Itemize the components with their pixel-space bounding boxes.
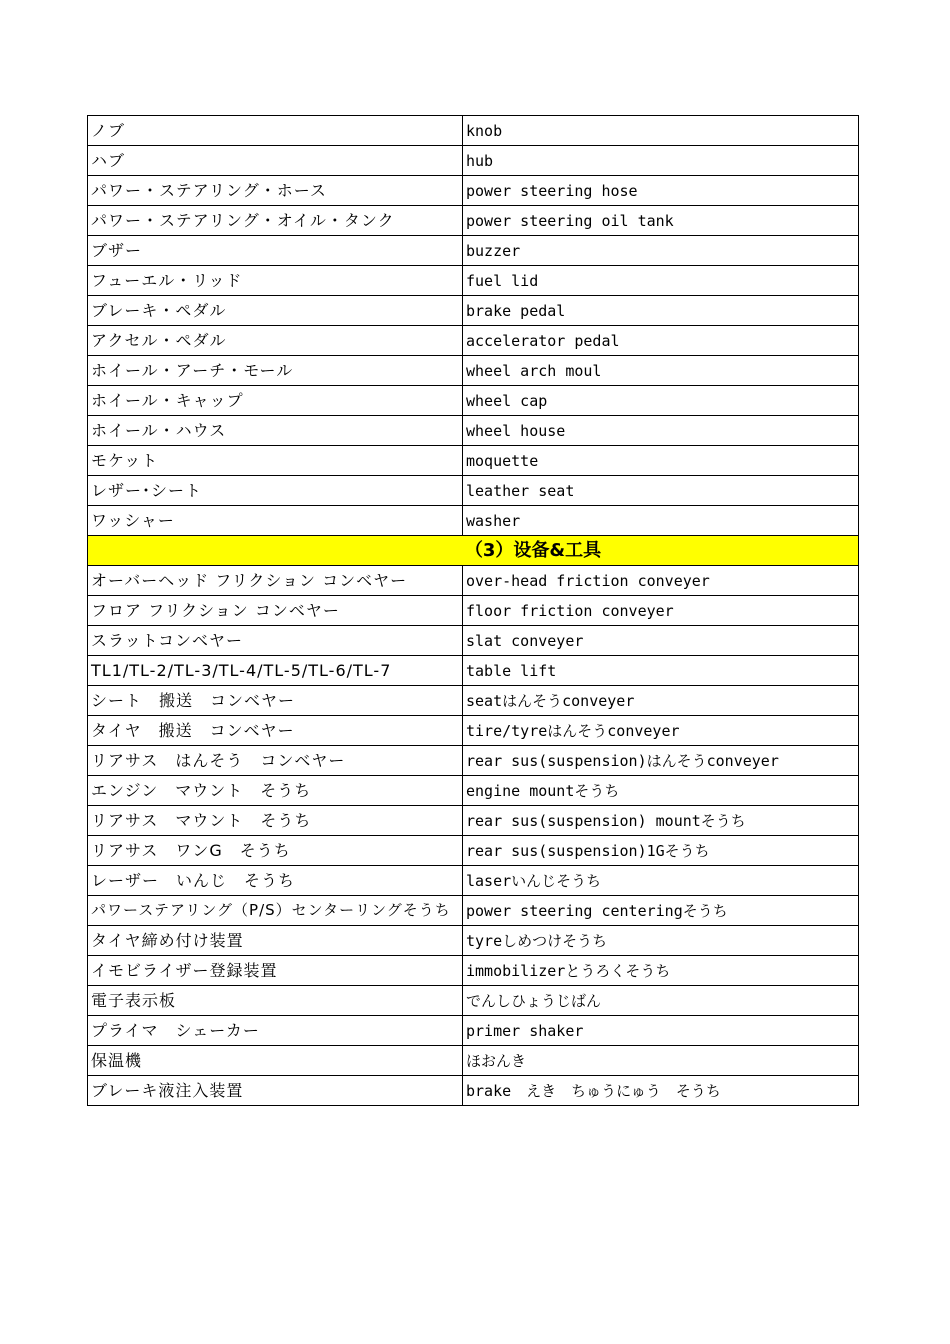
- japanese-term: ノブ: [88, 116, 463, 146]
- english-term: laserいんじそうち: [463, 866, 859, 896]
- english-term: wheel house: [463, 416, 859, 446]
- table-row: [88, 656, 859, 686]
- table-row: [88, 296, 859, 326]
- japanese-term: エンジン マウント そうち: [88, 776, 463, 806]
- english-term: slat conveyer: [463, 626, 859, 656]
- english-term: power steering oil tank: [463, 206, 859, 236]
- english-term: rear sus(suspension) mountそうち: [463, 806, 859, 836]
- table-row: [88, 446, 859, 476]
- japanese-term: タイヤ 搬送 コンベヤー: [88, 716, 463, 746]
- japanese-term: ハブ: [88, 146, 463, 176]
- japanese-term: アクセル・ペダル: [88, 326, 463, 356]
- japanese-term: ブザー: [88, 236, 463, 266]
- english-term: primer shaker: [463, 1016, 859, 1046]
- table-row: [88, 686, 859, 716]
- japanese-term: スラットコンベヤー: [88, 626, 463, 656]
- table-row: [88, 866, 859, 896]
- japanese-term: パワーステアリング（P/S）センターリングそうち: [88, 896, 463, 926]
- table-row: [88, 176, 859, 206]
- english-term: engine mountそうち: [463, 776, 859, 806]
- japanese-term: オーバーヘッド フリクション コンベヤー: [88, 566, 463, 596]
- japanese-term: タイヤ締め付け装置: [88, 926, 463, 956]
- japanese-term: フューエル・リッド: [88, 266, 463, 296]
- japanese-term: シート 搬送 コンベヤー: [88, 686, 463, 716]
- table-row: [88, 206, 859, 236]
- japanese-term: リアサス はんそう コンベヤー: [88, 746, 463, 776]
- english-term: seatはんそうconveyer: [463, 686, 859, 716]
- section-header-row: [88, 536, 859, 566]
- japanese-term: レーザー いんじ そうち: [88, 866, 463, 896]
- english-term: ほおんき: [463, 1046, 859, 1076]
- english-term: でんしひょうじばん: [463, 986, 859, 1016]
- table-row: [88, 716, 859, 746]
- english-term: hub: [463, 146, 859, 176]
- table-row: [88, 416, 859, 446]
- japanese-term: ホイール・ハウス: [88, 416, 463, 446]
- table-row: [88, 1046, 859, 1076]
- japanese-term: TL1/TL-2/TL-3/TL-4/TL-5/TL-6/TL-7: [88, 656, 463, 686]
- english-term: tire/tyreはんそうconveyer: [463, 716, 859, 746]
- japanese-term: レザー･シート: [88, 476, 463, 506]
- japanese-term: パワー・ステアリング・オイル・タンク: [88, 206, 463, 236]
- table-row: [88, 146, 859, 176]
- table-row: [88, 836, 859, 866]
- english-term: rear sus(suspension)はんそうconveyer: [463, 746, 859, 776]
- english-term: rear sus(suspension)1Gそうち: [463, 836, 859, 866]
- japanese-term: ブレーキ液注入装置: [88, 1076, 463, 1106]
- english-term: buzzer: [463, 236, 859, 266]
- table-row: [88, 566, 859, 596]
- english-term: moquette: [463, 446, 859, 476]
- english-term: power steering centeringそうち: [463, 896, 859, 926]
- table-row: [88, 506, 859, 536]
- table-row: [88, 356, 859, 386]
- table-row: [88, 896, 859, 926]
- table-row: [88, 236, 859, 266]
- table-row: [88, 1076, 859, 1106]
- english-term: accelerator pedal: [463, 326, 859, 356]
- table-row: [88, 116, 859, 146]
- english-term: power steering hose: [463, 176, 859, 206]
- table-row: [88, 1016, 859, 1046]
- table-row: [88, 476, 859, 506]
- japanese-term: リアサス マウント そうち: [88, 806, 463, 836]
- english-term: immobilizerとうろくそうち: [463, 956, 859, 986]
- japanese-term: ブレーキ・ペダル: [88, 296, 463, 326]
- japanese-term: ホイール・アーチ・モール: [88, 356, 463, 386]
- english-term: brake pedal: [463, 296, 859, 326]
- japanese-term: リアサス ワンG そうち: [88, 836, 463, 866]
- english-term: fuel lid: [463, 266, 859, 296]
- vocabulary-table: [87, 115, 859, 1106]
- table-row: [88, 776, 859, 806]
- japanese-term: パワー・ステアリング・ホース: [88, 176, 463, 206]
- table-row: [88, 386, 859, 416]
- japanese-term: プライマ シェーカー: [88, 1016, 463, 1046]
- japanese-term: ワッシャー: [88, 506, 463, 536]
- english-term: wheel arch moul: [463, 356, 859, 386]
- english-term: wheel cap: [463, 386, 859, 416]
- english-term: over-head friction conveyer: [463, 566, 859, 596]
- table-row: [88, 986, 859, 1016]
- japanese-term: ホイール・キャップ: [88, 386, 463, 416]
- table-row: [88, 266, 859, 296]
- english-term: knob: [463, 116, 859, 146]
- english-term: leather seat: [463, 476, 859, 506]
- table-row: [88, 626, 859, 656]
- table-row: [88, 746, 859, 776]
- english-term: table lift: [463, 656, 859, 686]
- english-term: tyreしめつけそうち: [463, 926, 859, 956]
- english-term: floor friction conveyer: [463, 596, 859, 626]
- english-term: washer: [463, 506, 859, 536]
- japanese-term: モケット: [88, 446, 463, 476]
- table-body: [88, 116, 859, 1106]
- table-row: [88, 326, 859, 356]
- table-row: [88, 596, 859, 626]
- section-header: （3）设备&工具: [88, 536, 859, 566]
- japanese-term: フロア フリクション コンベヤー: [88, 596, 463, 626]
- table-row: [88, 926, 859, 956]
- japanese-term: 保温機: [88, 1046, 463, 1076]
- english-term: brake えき ちゅうにゅう そうち: [463, 1076, 859, 1106]
- table-row: [88, 956, 859, 986]
- table-row: [88, 806, 859, 836]
- japanese-term: 電子表示板: [88, 986, 463, 1016]
- japanese-term: イモビライザー登録装置: [88, 956, 463, 986]
